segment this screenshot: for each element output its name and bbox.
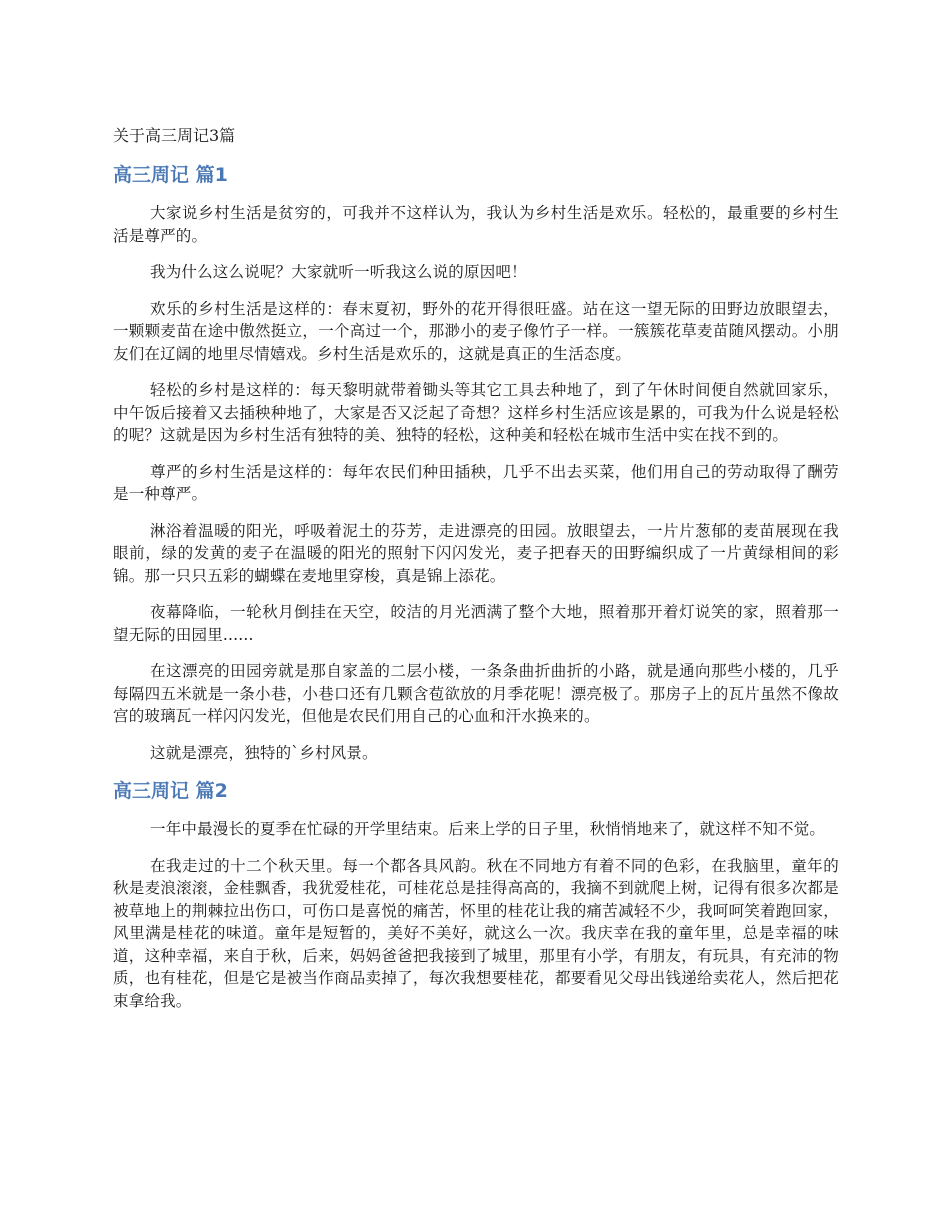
paragraph: 尊严的乡村生活是这样的：每年农民们种田插秧，几乎不出去买菜，他们用自己的劳动取得了酬劳是一种尊严。 [113,462,839,503]
section-1 [113,162,839,764]
paragraph: 夜幕降临，一轮秋月倒挂在天空，皎洁的月光洒满了整个大地，照着那开着灯说笑的家，照着那一望无际的田园里...... [113,603,839,644]
section-2 [113,778,839,1012]
paragraph: 轻松的乡村是这样的：每天黎明就带着锄头等其它工具去种地了，到了午休时间便自然就回家乐，中午饭后接着又去插秧种地了，大家是否又泛起了奇想？这样乡村生活应该是累的，可我为什么说是轻松的呢？这就是因为乡村生活有独特的美、独特的轻松，这种美和轻松在城市生活中实在找不到的。 [113,381,839,444]
document-title: 关于高三周记3篇 [113,126,236,145]
paragraph: 欢乐的乡村生活是这样的：春末夏初，野外的花开得很旺盛。站在这一望无际的田野边放眼望去，一颗颗麦苗在途中傲然挺立，一个高过一个，那渺小的麦子像竹子一样。一簇簇花草麦苗随风摆动。小朋友们在辽阔的地里尽情嬉戏。乡村生活是欢乐的，这就是真正的生活态度。 [113,299,839,363]
paragraph: 在这漂亮的田园旁就是那自家盖的二层小楼，一条条曲折曲折的小路，就是通向那些小楼的，几乎每隔四五米就是一条小巷，小巷口还有几颗含苞欲放的月季花呢！漂亮极了。那房子上的瓦片虽然不像故宫的玻璃瓦一样闪闪发光，但他是农民们用自己的心血和汗水换来的。 [113,662,839,725]
paragraph: 淋浴着温暖的阳光，呼吸着泥土的芬芳，走进漂亮的田园。放眼望去，一片片葱郁的麦苗展现在我眼前，绿的发黄的麦子在温暖的阳光的照射下闪闪发光，麦子把春天的田野编织成了一片黄绿相间的彩锦。那一只只五彩的蝴蝶在麦地里穿梭，真是锦上添花。 [113,521,839,585]
paragraph: 我为什么这么说呢？大家就听一听我这么说的原因吧！ [150,263,527,281]
paragraph: 一年中最漫长的夏季在忙碌的开学里结束。后来上学的日子里，秋悄悄地来了，就这样不知不觉。 [150,820,826,838]
paragraph: 大家说乡村生活是贫穷的，可我并不这样认为，我认为乡村生活是欢乐。轻松的，最重要的乡村生活是尊严的。 [113,204,839,245]
document-page [113,124,839,1026]
paragraph: 这就是漂亮，独特的`乡村风景。 [150,743,378,762]
section-heading: 高三周记 篇1 [113,164,228,186]
paragraph: 在我走过的十二个秋天里。每一个都各具风韵。秋在不同地方有着不同的色彩，在我脑里，童年的秋是麦浪滚滚，金桂飘香，我犹爱桂花，可桂花总是挂得高高的，我摘不到就爬上树，记得有很多次都是被草地上的荆棘拉出伤口，可伤口是喜悦的痛苦，怀里的桂花让我的痛苦减轻不少，我呵呵笑着跑回家，风里满是桂花的味道。童年是短暂的，美好不美好，就这么一次。我庆幸在我的童年里，总是幸福的味道，这种幸福，来自于秋，后来，妈妈爸爸把我接到了城里，那里有小学，有朋友，有玩具，有充沛的物质，也有桂花，但是它是被当作商品卖掉了，每次我想要桂花，都要看见父母出钱递给卖花人，然后把花束拿给我。 [113,856,839,1010]
section-heading: 高三周记 篇2 [113,780,228,802]
